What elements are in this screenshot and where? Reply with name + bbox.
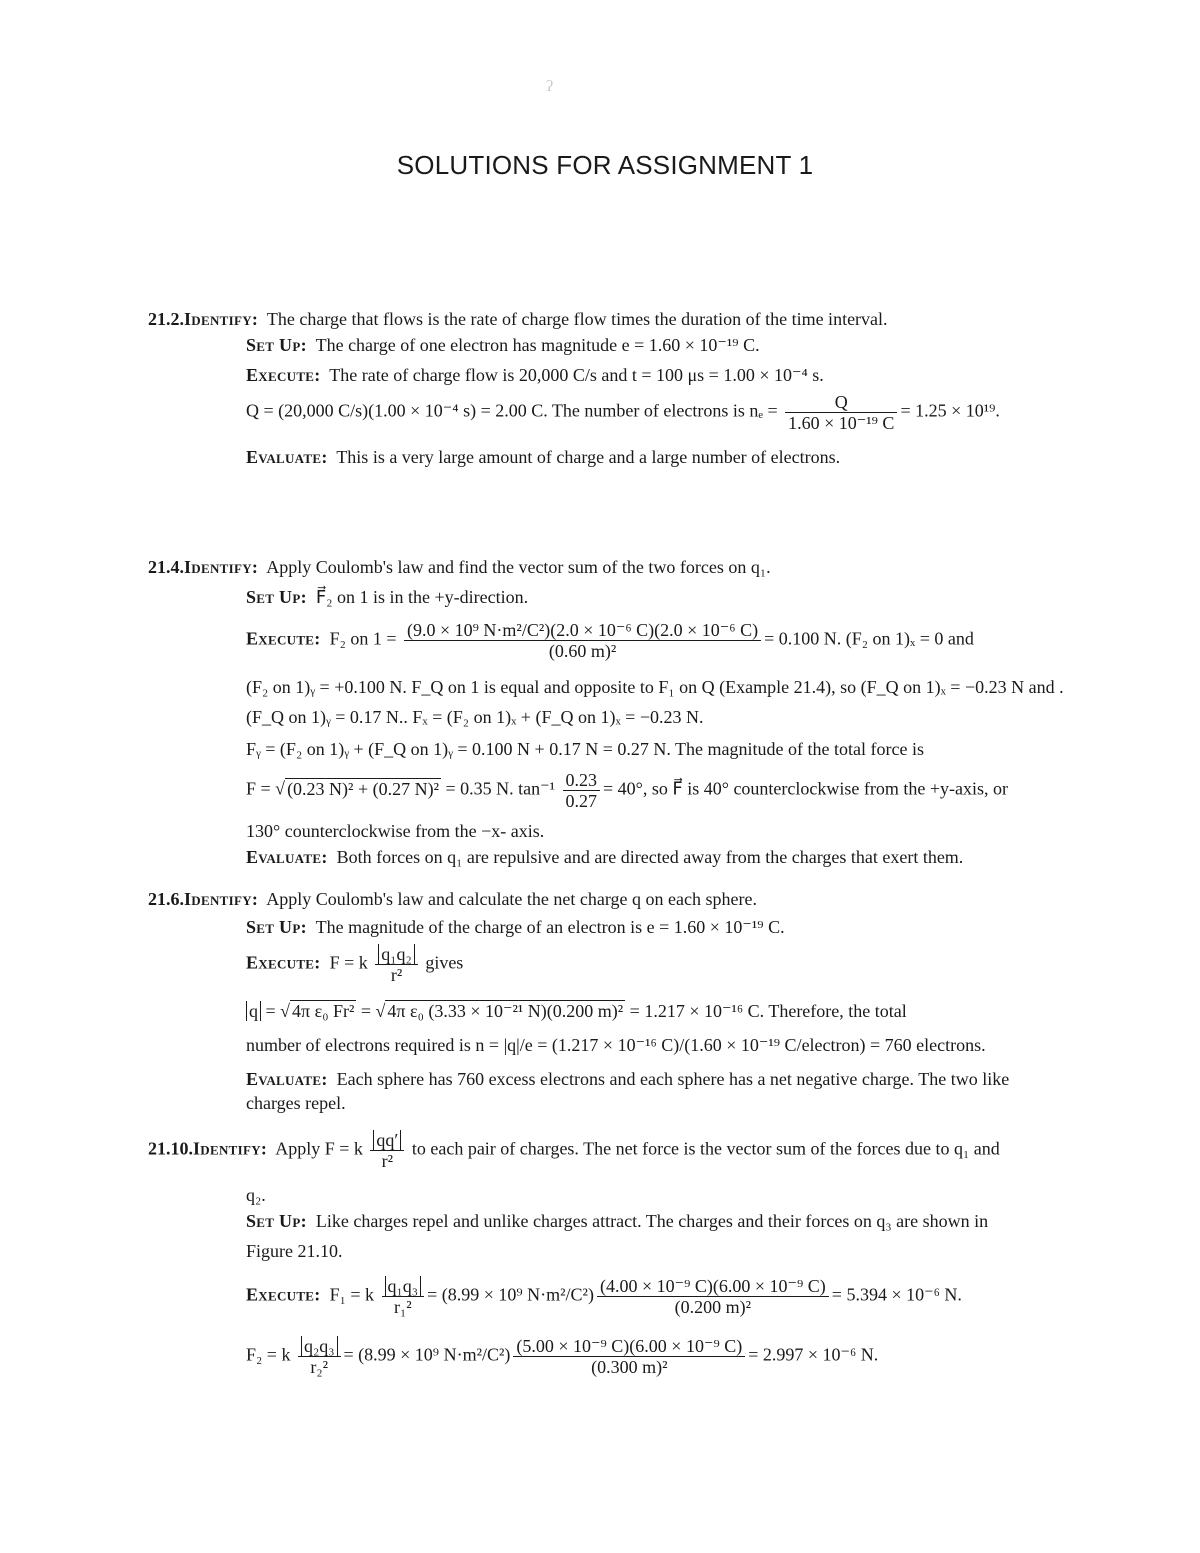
execute-a: F = k xyxy=(329,952,368,973)
problem-21-4-identify xyxy=(148,556,771,578)
evaluate-text: Both forces on q₁ are repulsive and are directed away from the charges that exert them. xyxy=(336,847,964,867)
problem-number: 21.10. xyxy=(148,1138,193,1159)
setup-label: Set Up: xyxy=(246,587,307,607)
problem-21-6-execute xyxy=(246,944,463,985)
identify-label: Identify: xyxy=(184,889,259,909)
identify-a: Apply F = k xyxy=(275,1138,363,1159)
problem-21-10-execute-f2 xyxy=(246,1336,878,1377)
line3-b: = xyxy=(265,1001,276,1021)
evaluate-label: Evaluate: xyxy=(246,1069,328,1089)
setup-text: The magnitude of the charge of an electron is e = 1.60 × 10⁻¹⁹ C. xyxy=(315,917,785,937)
problem-21-6-evaluate xyxy=(246,1068,1009,1090)
fraction-denominator: 1.60 × 10⁻¹⁹ C xyxy=(788,413,895,433)
fraction-denominator: r₁² xyxy=(393,1297,412,1317)
electron-count-fraction xyxy=(785,392,897,433)
coulomb-fraction xyxy=(370,1130,404,1171)
f1-fraction-2 xyxy=(597,1276,829,1317)
problem-21-4-line5: Fᵧ = (F₂ on 1)ᵧ + (F_Q on 1)ᵧ = 0.100 N + 0.17 N = 0.27 N. The magnitude of the total force is xyxy=(246,739,924,759)
sqrt-radicand-2: 4π ε₀ (3.33 × 10⁻²¹ N)(0.200 m)² xyxy=(387,1001,624,1021)
problem-21-4-line6: F = √ (0.23 N)² + (0.27 N)² = 0.35 N. tan⁻¹ $\frac{0.23}{0.27}$ = 40°, so F⃗ is 40° counterclockwise from the +y-axis, or xyxy=(246,770,1009,811)
problem-21-10-setup xyxy=(246,1210,988,1232)
fraction-denominator: (0.300 m)² xyxy=(591,1357,668,1377)
f2-fraction-1 xyxy=(298,1336,341,1377)
problem-21-2-identify xyxy=(148,308,888,330)
identify-label: Identify: xyxy=(184,557,259,577)
coulomb-fraction xyxy=(404,620,761,661)
problem-21-10-setup-2: Figure 21.10. xyxy=(246,1241,343,1261)
setup-label: Set Up: xyxy=(246,917,307,937)
execute-b: gives xyxy=(425,952,464,973)
setup-text: F⃗₂ on 1 is in the +y-direction. xyxy=(315,587,529,607)
evaluate-label: Evaluate: xyxy=(246,847,328,867)
coulomb-fraction xyxy=(375,944,418,985)
fraction-numerator: qq′ xyxy=(373,1130,401,1150)
identify-text: Apply Coulomb's law and find the vector sum of the two forces on q₁. xyxy=(266,557,771,577)
f2-b: = (8.99 × 10⁹ N·m²/C²) xyxy=(343,1344,511,1365)
f2-a: F₂ = k xyxy=(246,1344,291,1365)
fraction-denominator: (0.60 m)² xyxy=(548,641,617,661)
fraction-numerator: q₂q₃ xyxy=(301,1336,338,1356)
f2-c: = 2.997 × 10⁻⁶ N. xyxy=(748,1344,879,1365)
identify-label: Identify: xyxy=(193,1138,268,1159)
fraction-denominator: r² xyxy=(390,965,403,985)
problem-21-10-identify xyxy=(148,1130,1000,1171)
scan-speck: ʔ xyxy=(546,78,554,95)
fraction-numerator: q₁q₂ xyxy=(378,944,415,964)
execute-b: = 0.100 N. (F₂ on 1)ₓ = 0 and xyxy=(764,628,974,649)
execute-line2-a: Q = (20,000 C/s)(1.00 × 10⁻⁴ s) = 2.00 C. The number of electrons is nₑ = xyxy=(246,400,778,421)
evaluate-label: Evaluate: xyxy=(246,447,328,467)
f2-fraction-2 xyxy=(513,1336,745,1377)
identify-text: The charge that flows is the rate of charge flow times the duration of the time interval. xyxy=(266,309,888,329)
tan-fraction xyxy=(563,770,601,811)
problem-21-6-identify xyxy=(148,888,757,910)
page-title: SOLUTIONS FOR ASSIGNMENT 1 xyxy=(396,150,814,180)
problem-21-2-execute xyxy=(246,364,824,386)
setup-text: The charge of one electron has magnitude e = 1.60 × 10⁻¹⁹ C. xyxy=(315,335,760,355)
problem-21-4-line3: (F₂ on 1)ᵧ = +0.100 N. F_Q on 1 is equal and opposite to F₁ on Q (Example 21.4), so (F_Q on 1)ₓ = −0.23 N and . xyxy=(246,677,1064,697)
evaluate-text: This is a very large amount of charge and a large number of electrons. xyxy=(336,447,841,467)
problem-21-2-evaluate xyxy=(246,446,840,468)
execute-a: F₂ on 1 = xyxy=(329,628,397,649)
problem-21-4-line4: (F_Q on 1)ᵧ = 0.17 N.. Fₓ = (F₂ on 1)ₓ + (F_Q on 1)ₓ = −0.23 N. xyxy=(246,707,704,727)
problem-number: 21.2. xyxy=(148,309,184,329)
execute-text: The rate of charge flow is 20,000 C/s and t = 100 μs = 1.00 × 10⁻⁴ s. xyxy=(329,365,824,385)
problem-21-2-setup xyxy=(246,334,760,356)
fraction-numerator: (9.0 × 10⁹ N·m²/C²)(2.0 × 10⁻⁶ C)(2.0 × 10⁻⁶ C) xyxy=(404,620,761,641)
line6-a: F = xyxy=(246,778,271,799)
fraction-numerator: (5.00 × 10⁻⁹ C)(6.00 × 10⁻⁹ C) xyxy=(513,1336,745,1357)
problem-21-4-line7: 130° counterclockwise from the −x- axis. xyxy=(246,821,545,841)
evaluate-text: Each sphere has 760 excess electrons and each sphere has a net negative charge. The two like xyxy=(336,1069,1010,1089)
line3-c: = xyxy=(360,1001,372,1021)
problem-number: 21.4. xyxy=(148,557,184,577)
fraction-denominator: r² xyxy=(381,1151,394,1171)
problem-21-4-evaluate xyxy=(246,846,963,868)
problem-21-6-line4: number of electrons required is n = |q|/e = (1.217 × 10⁻¹⁶ C)/(1.60 × 10⁻¹⁹ C/electron) = 760 electrons. xyxy=(246,1035,986,1055)
line6-b: = 0.35 N. tan⁻¹ xyxy=(445,778,556,799)
fraction-numerator: Q xyxy=(785,392,897,413)
abs-q: q xyxy=(246,1001,261,1021)
problem-21-4-setup xyxy=(246,586,528,608)
problem-21-2-execute-line2 xyxy=(246,392,1000,433)
f1-b: = (8.99 × 10⁹ N·m²/C²) xyxy=(427,1284,594,1305)
setup-label: Set Up: xyxy=(246,335,307,355)
problem-21-6-line3: q = √ 4π ε₀ Fr² = √ 4π ε₀ (3.33 × 10⁻²¹ N)(0.200 m)² = 1.217 × 10⁻¹⁶ C. Therefore, the total xyxy=(246,1000,907,1022)
f1-c: = 5.394 × 10⁻⁶ N. xyxy=(831,1284,962,1305)
execute-label: Execute: xyxy=(246,952,321,973)
setup-label: Set Up: xyxy=(246,1211,307,1231)
problem-21-4-execute xyxy=(246,620,974,661)
sqrt-radicand: (0.23 N)² + (0.27 N)² xyxy=(287,778,439,799)
problem-number: 21.6. xyxy=(148,889,184,909)
f1-fraction-1 xyxy=(382,1276,425,1317)
line3-d: = 1.217 × 10⁻¹⁶ C. Therefore, the total xyxy=(629,1001,907,1021)
line6-c: = 40°, so F⃗ is 40° counterclockwise from the +y-axis, or xyxy=(603,778,1009,799)
fraction-numerator: q₁q₃ xyxy=(385,1276,422,1296)
execute-label: Execute: xyxy=(246,365,321,385)
execute-label: Execute: xyxy=(246,1284,321,1305)
fraction-numerator: (4.00 × 10⁻⁹ C)(6.00 × 10⁻⁹ C) xyxy=(597,1276,829,1297)
problem-21-10-execute-f1 xyxy=(246,1276,962,1317)
sqrt-radicand-1: 4π ε₀ Fr² xyxy=(292,1001,355,1021)
execute-line2-b: = 1.25 × 10¹⁹. xyxy=(900,400,1000,421)
identify-b: to each pair of charges. The net force is the vector sum of the forces due to q₁ and xyxy=(411,1138,1000,1159)
problem-21-10-identify-2: q₂. xyxy=(246,1185,266,1205)
identify-label: Identify: xyxy=(184,309,259,329)
setup-text: Like charges repel and unlike charges attract. The charges and their forces on q₃ are shown in xyxy=(315,1211,989,1231)
execute-label: Execute: xyxy=(246,628,321,649)
fraction-denominator: (0.200 m)² xyxy=(674,1297,752,1317)
fraction-denominator: r₂² xyxy=(310,1357,329,1377)
fraction-denominator: 0.27 xyxy=(565,791,598,811)
problem-21-6-evaluate-2: charges repel. xyxy=(246,1093,346,1113)
f1-a: F₁ = k xyxy=(329,1284,375,1305)
identify-text: Apply Coulomb's law and calculate the net charge q on each sphere. xyxy=(266,889,757,909)
fraction-numerator: 0.23 xyxy=(563,770,601,791)
problem-21-6-setup xyxy=(246,916,785,938)
